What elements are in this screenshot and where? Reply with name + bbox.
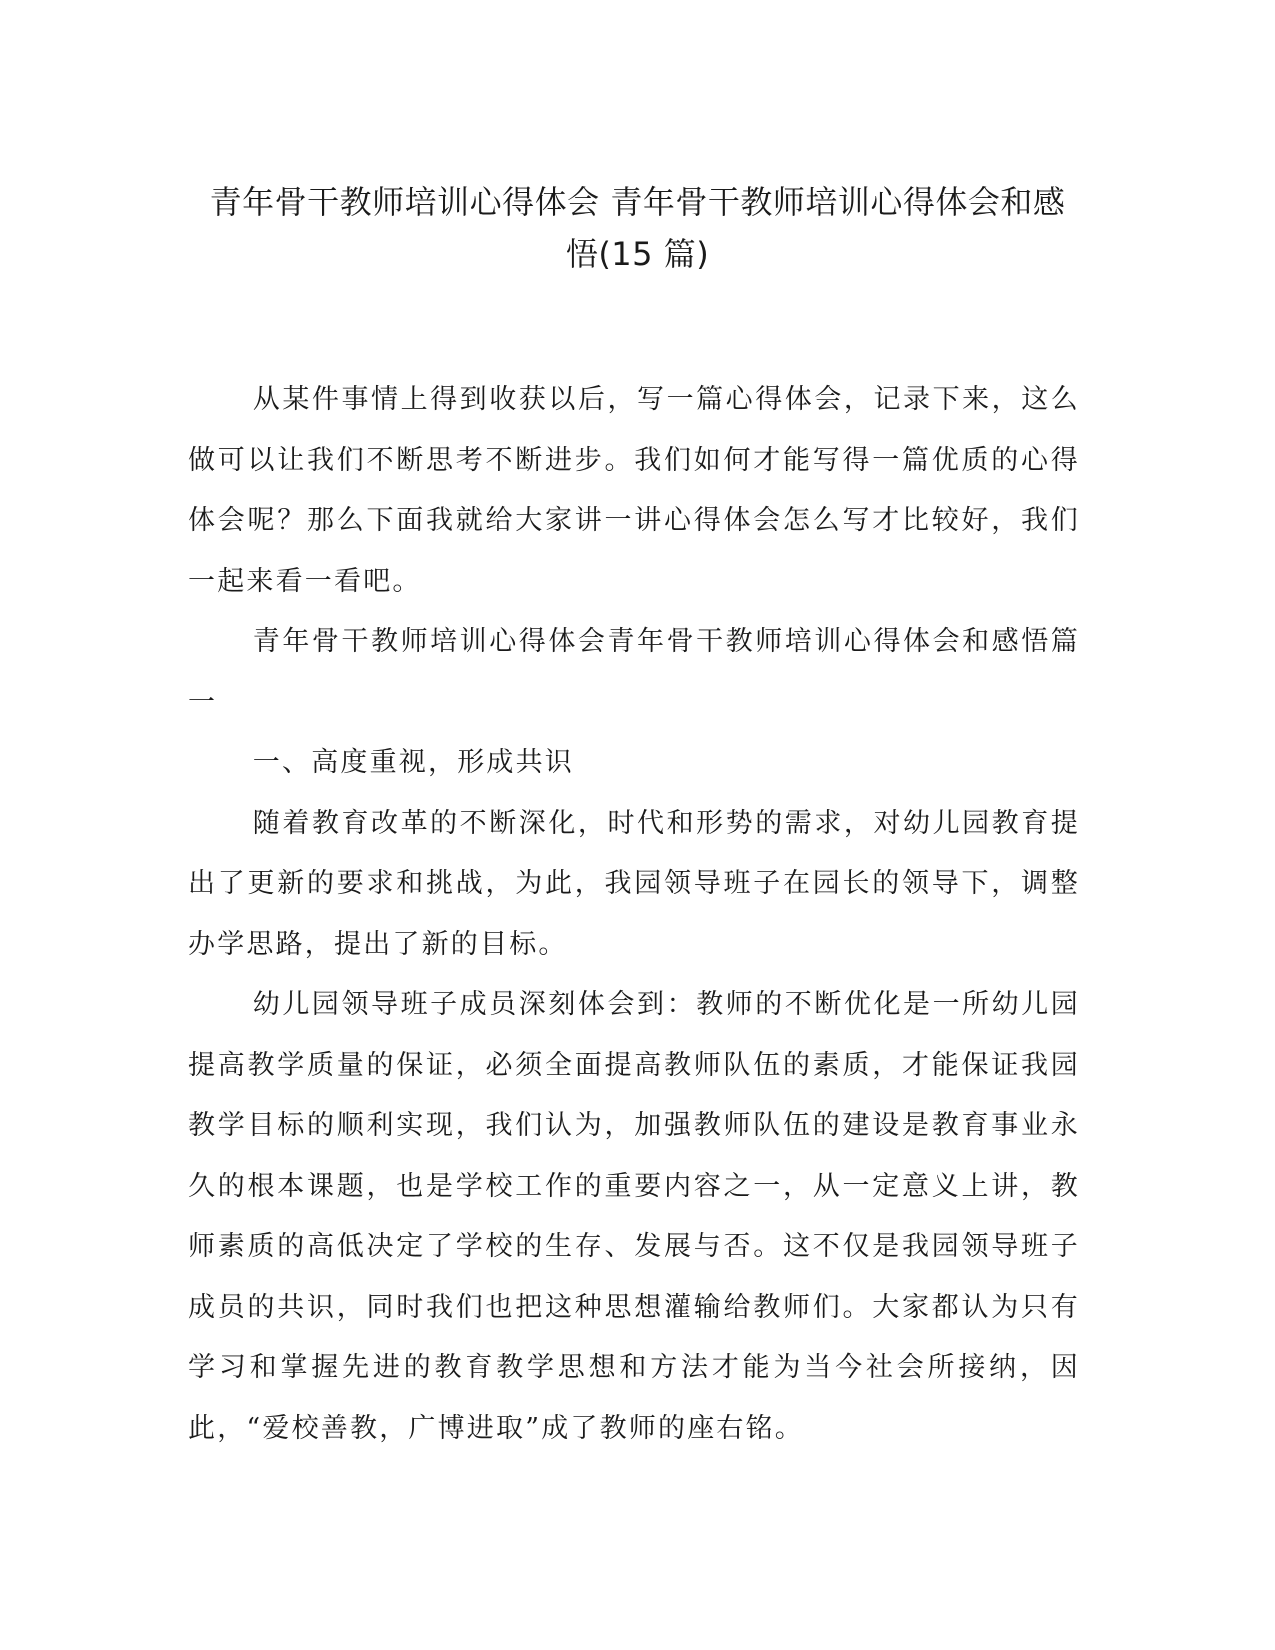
document-body: [188, 370, 1080, 1459]
document-title: [175, 176, 1100, 280]
body-paragraph: 随着教育改革的不断深化，时代和形势的需求，对幼儿园教育提出了更新的要求和挑战，为此，我园领导班子在园长的领导下，调整办学思路，提出了新的目标。: [188, 807, 1080, 960]
intro-paragraph: 从某件事情上得到收获以后，写一篇心得体会，记录下来，这么做可以让我们不断思考不断进步。我们如何才能写得一篇优质的心得体会呢？那么下面我就给大家讲一讲心得体会怎么写才比较好，我们一起来看一看吧。: [188, 384, 1080, 597]
section-heading: 青年骨干教师培训心得体会青年骨干教师培训心得体会和感悟篇一: [188, 626, 1080, 718]
subsection-heading: 一、高度重视，形成共识: [252, 747, 574, 778]
title-line-2: 悟(15 篇): [565, 235, 710, 273]
title-line-1: 青年骨干教师培训心得体会 青年骨干教师培训心得体会和感: [209, 183, 1066, 221]
body-paragraph: 幼儿园领导班子成员深刻体会到：教师的不断优化是一所幼儿园提高教学质量的保证，必须全面提高教师队伍的素质，才能保证我园教学目标的顺利实现，我们认为，加强教师队伍的建设是教育事业永久的根本课题，也是学校工作的重要内容之一，从一定意义上讲，教师素质的高低决定了学校的生存、发展与否。这不仅是我园领导班子成员的共识，同时我们也把这种思想灌输给教师们。大家都认为只有学习和掌握先进的教育教学思想和方法才能为当今社会所接纳，因此，“爱校善教，广博进取”成了教师的座右铭。: [188, 989, 1080, 1444]
